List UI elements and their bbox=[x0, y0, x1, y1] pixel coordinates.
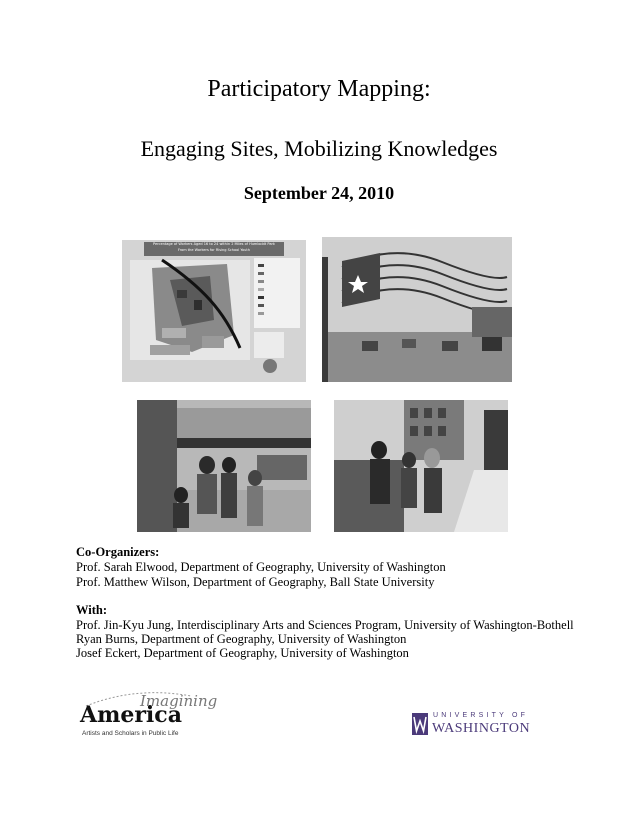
street-flag-illustration bbox=[322, 237, 512, 382]
group-on-sidewalk-photo bbox=[334, 400, 508, 532]
uw-w-mark-icon bbox=[412, 713, 428, 735]
group-under-tracks-photo bbox=[137, 400, 311, 532]
map-subtitle: From the Workers for Rising School Youth bbox=[178, 248, 250, 252]
contributor-line: Josef Eckert, Department of Geography, University of Washington bbox=[76, 646, 409, 660]
logo-america-text: America bbox=[80, 702, 182, 728]
uw-washington-text: WASHINGTON bbox=[432, 721, 531, 736]
university-of-washington-logo bbox=[412, 712, 547, 740]
street-flag-photo bbox=[322, 237, 512, 382]
logo-tagline: Artists and Scholars in Public Life bbox=[82, 730, 179, 737]
co-organizers-heading: Co-Organizers: bbox=[76, 545, 160, 559]
document-subtitle: Engaging Sites, Mobilizing Knowledges bbox=[140, 136, 498, 161]
map-title: Percentage of Workers Aged 16 to 24 within 2 Miles of Humboldt Park bbox=[153, 242, 275, 246]
contributor-line: Prof. Jin-Kyu Jung, Interdisciplinary Arts and Sciences Program, University of Washington-Bothell bbox=[76, 618, 574, 632]
group-under-tracks-illustration bbox=[137, 400, 311, 532]
imagining-america-logo bbox=[76, 686, 218, 746]
uw-university-of-text: UNIVERSITY OF bbox=[433, 712, 529, 719]
map-figure bbox=[122, 240, 306, 382]
document-date: September 24, 2010 bbox=[243, 183, 395, 203]
with-heading: With: bbox=[76, 603, 108, 617]
organizer-line: Prof. Matthew Wilson, Department of Geography, Ball State University bbox=[76, 575, 435, 589]
map-illustration bbox=[122, 240, 306, 382]
organizer-line: Prof. Sarah Elwood, Department of Geography, University of Washington bbox=[76, 560, 446, 574]
document-title: Participatory Mapping: bbox=[207, 76, 431, 102]
logo-imagining-text: Imagining bbox=[140, 692, 218, 710]
group-on-sidewalk-illustration bbox=[334, 400, 508, 532]
contributor-line: Ryan Burns, Department of Geography, University of Washington bbox=[76, 632, 407, 646]
